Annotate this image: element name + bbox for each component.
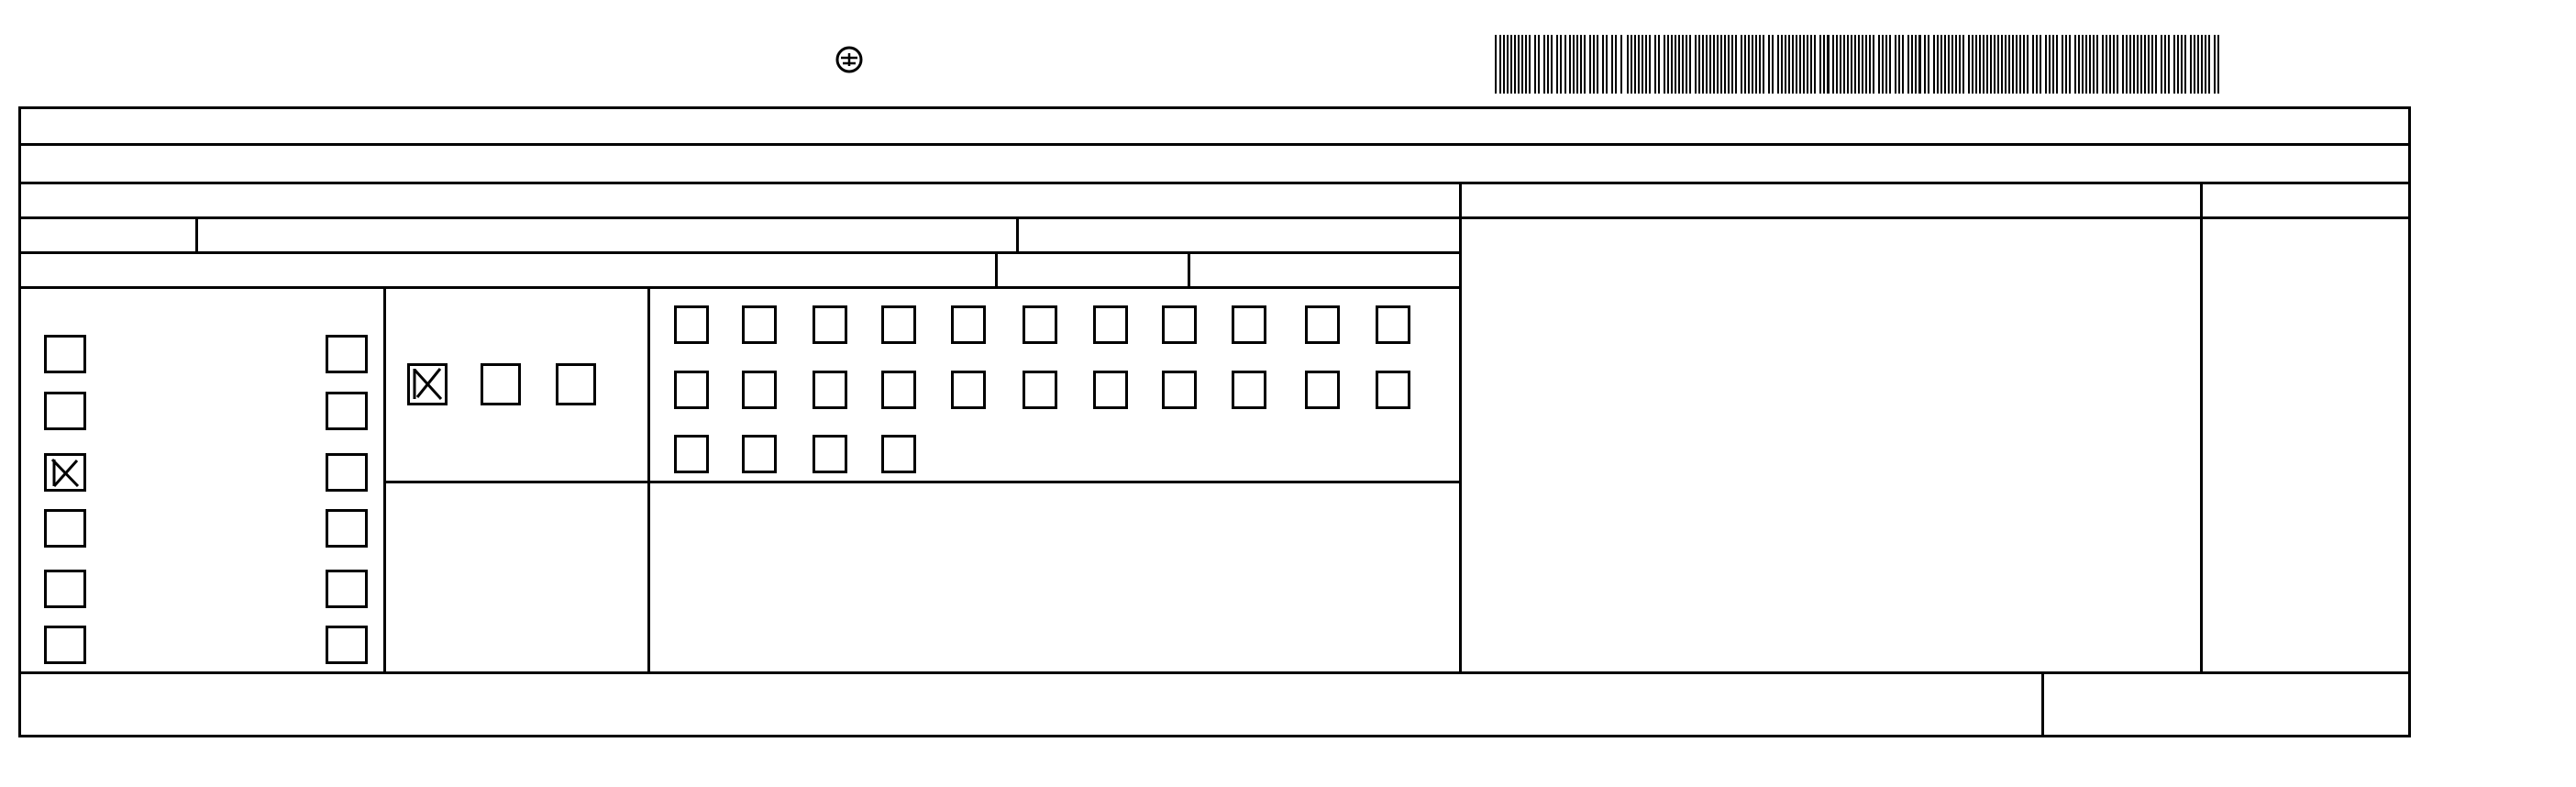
day-box[interactable]: [881, 371, 916, 409]
day-box[interactable]: [951, 305, 986, 344]
documento-cell: [204, 222, 215, 248]
month-label: [395, 414, 459, 437]
day-box[interactable]: [813, 371, 847, 409]
v2-checkbox[interactable]: [326, 335, 368, 373]
firma-field[interactable]: [1463, 218, 2198, 670]
day-box[interactable]: [674, 371, 709, 409]
day-box[interactable]: [1093, 305, 1128, 344]
day-box[interactable]: [742, 435, 777, 473]
day-box[interactable]: [1232, 305, 1266, 344]
certipostal-logo-icon: [819, 44, 879, 92]
day-box[interactable]: [1023, 371, 1057, 409]
day-box[interactable]: [1162, 371, 1197, 409]
month-label: [544, 414, 608, 437]
v1-checkbox[interactable]: [44, 392, 86, 430]
v2-checkbox[interactable]: [326, 453, 368, 492]
month-checkbox[interactable]: [481, 363, 521, 405]
v1-checkbox[interactable]: [44, 335, 86, 373]
v1-checkbox[interactable]: [44, 509, 86, 548]
certipostal-logo: [819, 44, 879, 92]
v2-checkbox[interactable]: [326, 626, 368, 664]
admision-cell: [1025, 222, 1036, 248]
observaciones-field[interactable]: [2204, 218, 2409, 670]
day-box[interactable]: [742, 371, 777, 409]
month-checkbox[interactable]: [407, 363, 448, 405]
day-box[interactable]: [1093, 371, 1128, 409]
day-box[interactable]: [951, 371, 986, 409]
day-box[interactable]: [1023, 305, 1057, 344]
day-box[interactable]: [1162, 305, 1197, 344]
day-box[interactable]: [1305, 305, 1340, 344]
v1-checkbox[interactable]: [44, 453, 86, 492]
day-box[interactable]: [881, 305, 916, 344]
month-label: [469, 414, 533, 437]
day-box[interactable]: [742, 305, 777, 344]
v2-checkbox[interactable]: [326, 509, 368, 548]
day-box[interactable]: [813, 305, 847, 344]
day-box[interactable]: [881, 435, 916, 473]
barcode: [1495, 35, 2222, 94]
v2-checkbox[interactable]: [326, 570, 368, 608]
x-mark-icon: [410, 366, 445, 403]
day-box[interactable]: [1305, 371, 1340, 409]
v2-checkbox[interactable]: [326, 392, 368, 430]
month-checkbox[interactable]: [556, 363, 596, 405]
v1-checkbox[interactable]: [44, 626, 86, 664]
x-mark-icon: [47, 456, 83, 489]
day-box[interactable]: [1232, 371, 1266, 409]
day-box[interactable]: [1376, 305, 1410, 344]
day-box[interactable]: [674, 305, 709, 344]
day-box[interactable]: [674, 435, 709, 473]
day-box[interactable]: [813, 435, 847, 473]
v1-checkbox[interactable]: [44, 570, 86, 608]
day-box[interactable]: [1376, 371, 1410, 409]
